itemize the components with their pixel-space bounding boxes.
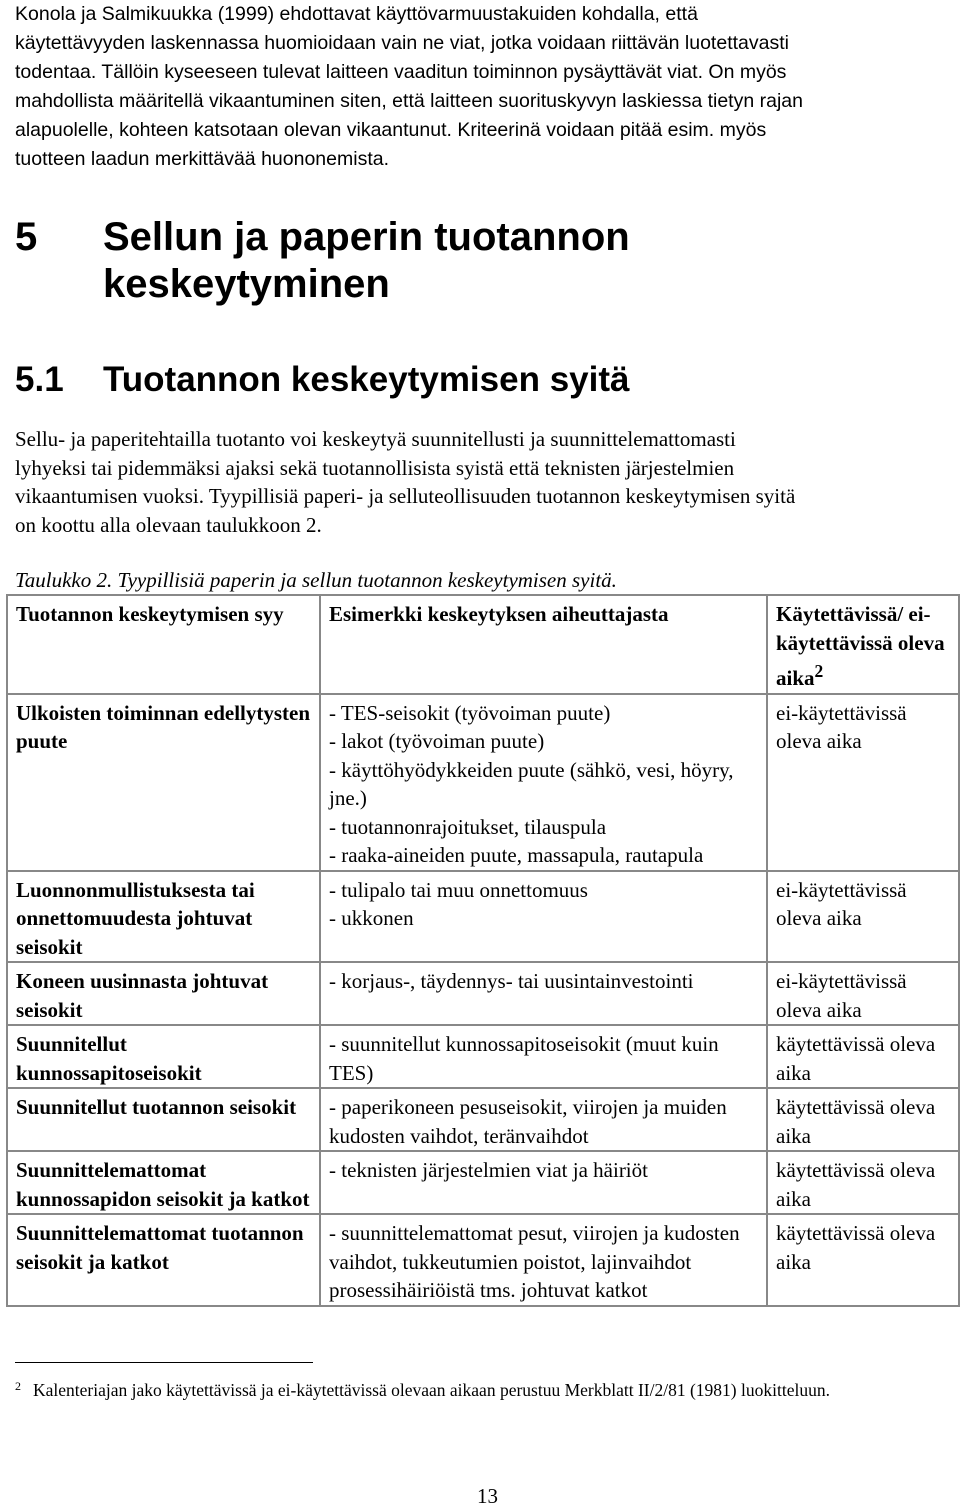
footnote-ref: 2 (814, 661, 824, 681)
section-number: 5 (15, 215, 38, 259)
section-title: Sellun ja paperin tuotannon keskeytyminen (103, 215, 630, 306)
table-caption: Taulukko 2. Tyypillisiä paperin ja sellun tuotannon keskeytymisen syitä. (15, 568, 617, 592)
example-item: - TES-seisokit (työvoiman puute) (329, 700, 611, 725)
table-row (7, 1214, 959, 1306)
intro-line: mahdollista määritellä vikaantuminen siten, että laitteen suorituskyvyn laskiessa tietyn rajan (15, 90, 803, 112)
footnote-text: Kalenteriajan jako käytettävissä ja ei-käytettävissä olevaan aikaan perustuu Merkblatt II/2/81 (1981) luokitteluun. (33, 1380, 830, 1400)
cause-cell: Koneen uusinnasta johtuvat seisokit (7, 962, 320, 1025)
example-cell (320, 871, 767, 963)
example-cell (320, 1151, 767, 1214)
example-item: - suunnitellut kunnossapitoseisokit (muut kuin TES) (329, 1032, 719, 1085)
table-row (7, 1088, 959, 1151)
intro-paragraph (15, 0, 945, 174)
availability-cell: käytettävissä oleva aika (767, 1151, 959, 1214)
table-body (7, 694, 959, 1306)
body-line: vikaantumisen vuoksi. Tyypillisiä paperi- ja selluteollisuuden tuotannon keskeytymisen syitä (15, 484, 796, 508)
example-item: - käyttöhyödykkeiden puute (sähkö, vesi, höyry, jne.) (329, 757, 734, 810)
subsection-title: Tuotannon keskeytymisen syitä (103, 360, 630, 399)
page-number: 13 (477, 1484, 498, 1508)
table-row (7, 1025, 959, 1088)
intro-line: alapuolelle, kohteen katsotaan olevan vikaantunut. Kriteerinä voidaan pitää esim. myös (15, 119, 767, 141)
footnote (15, 1373, 945, 1403)
example-item: - tulipalo tai muu onnettomuus (329, 877, 588, 902)
example-cell (320, 962, 767, 1025)
example-item: - teknisten järjestelmien viat ja häiriöt (329, 1158, 648, 1182)
body-paragraph (15, 425, 945, 539)
availability-cell: käytettävissä oleva aika (767, 1088, 959, 1151)
header-cause: Tuotannon keskeytymisen syy (7, 595, 320, 694)
example-item: - raaka-aineiden puute, massapula, rautapula (329, 843, 704, 867)
body-line: on koottu alla olevaan taulukkoon 2. (15, 512, 322, 537)
example-cell (320, 1088, 767, 1151)
intro-line: tuotteen laadun merkittävää huononemista. (15, 148, 389, 170)
example-item: - suunnittelemattomat pesut, viirojen ja kudosten vaihdot, tukkeutumien poistot, lajinvaihdot prosessihäiriöistä tms. johtuvat katkot (329, 1221, 740, 1302)
footnote-divider (15, 1362, 313, 1363)
cause-cell: Suunnitellut tuotannon seisokit (7, 1088, 320, 1151)
cause-cell: Suunnittelemattomat kunnossapidon seisokit ja katkot (7, 1151, 320, 1214)
availability-cell: ei-käytettävissä oleva aika (767, 962, 959, 1025)
body-line: lyhyeksi tai pidemmäksi ajaksi sekä tuotannollisista syistä että teknisten järjestelmien (15, 455, 735, 480)
example-item: - paperikoneen pesuseisokit, viirojen ja muiden kudosten vaihdot, teränvaihdot (329, 1095, 727, 1148)
cause-cell: Suunnitellut kunnossapitoseisokit (7, 1025, 320, 1088)
footnote-marker: 2 (15, 1379, 21, 1393)
table-row (7, 962, 959, 1025)
example-item: - tuotannonrajoitukset, tilauspula (329, 814, 607, 839)
example-item: - korjaus-, täydennys- tai uusintainvestointi (329, 969, 694, 993)
table-row (7, 1151, 959, 1214)
header-availability (767, 595, 959, 694)
cause-cell: Luonnonmullistuksesta tai onnettomuudesta johtuvat seisokit (7, 871, 320, 963)
cause-cell: Suunnittelemattomat tuotannon seisokit ja katkot (7, 1214, 320, 1306)
cause-cell: Ulkoisten toiminnan edellytysten puute (7, 694, 320, 871)
body-line: Sellu- ja paperitehtailla tuotanto voi keskeytyä suunnitellusti ja suunnittelemattomasti (15, 427, 736, 451)
availability-cell: ei-käytettävissä oleva aika (767, 694, 959, 871)
example-item: - lakot (työvoiman puute) (329, 729, 545, 753)
header-example: Esimerkki keskeytyksen aiheuttajasta (320, 595, 767, 694)
table-row (7, 871, 959, 963)
table-row (7, 694, 959, 871)
interruption-causes-table (6, 594, 960, 1307)
example-cell (320, 1025, 767, 1088)
intro-line: todentaa. Tällöin kyseeseen tulevat laitteen vaaditun toiminnon pysäyttävät viat. On myös (15, 61, 787, 83)
intro-line: Konola ja Salmikuukka (1999) ehdottavat käyttövarmuustakuiden kohdalla, että (15, 3, 698, 25)
availability-cell: käytettävissä oleva aika (767, 1214, 959, 1306)
subsection-number: 5.1 (15, 360, 64, 399)
intro-line: käytettävyyden laskennassa huomioidaan vain ne viat, jotka voidaan riittävän luotettavasti (15, 32, 789, 54)
example-cell (320, 1214, 767, 1306)
availability-cell: käytettävissä oleva aika (767, 1025, 959, 1088)
example-item: - ukkonen (329, 906, 414, 930)
availability-cell: ei-käytettävissä oleva aika (767, 871, 959, 963)
table-header-row (7, 595, 959, 694)
header-availability-text: Käytettävissä/ ei-käytettävissä oleva aika (776, 602, 945, 690)
example-cell (320, 694, 767, 871)
